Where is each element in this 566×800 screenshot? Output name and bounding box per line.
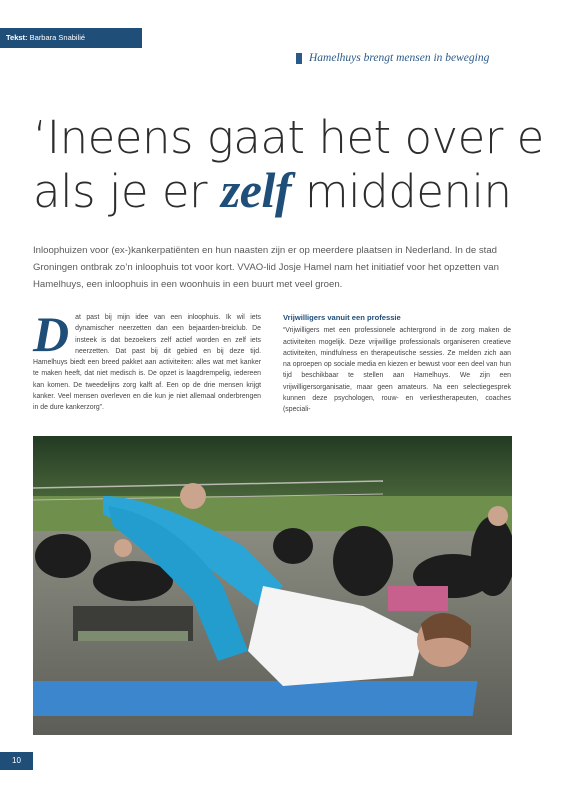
headline-line-2-after: middenin	[291, 165, 512, 218]
author-bar	[0, 28, 142, 48]
headline	[33, 112, 566, 218]
lead-paragraph: Inloophuizen voor (ex-)kankerpatiënten en hun naasten zijn er op meerdere plaatsen in Nederland. In de stad Groningen ontbrak zo’n inloophuis tot voor kort. VVAO-lid Josje Hamel nam het initiatief voor het opzetten van Hamelhuys, een inloophuis in een woonhuis in een buurt met veel groen.	[33, 245, 499, 290]
headline-line-2	[33, 164, 566, 218]
yoga-photo-illustration	[33, 436, 512, 735]
body-subhead: Vrijwilligers vanuit een professie	[283, 313, 401, 322]
headline-emphasis: zelf	[220, 162, 292, 218]
body-right-text: “Vrijwilligers met een professionele achtergrond in de zorg maken de activiteiten mogelijk. Deze vrijwillige professionals organiseren creatieve activiteiten, mindfulness en therapeutische sessies. Ze melden zich aan na oproepen op sociale media en kiezen er bewust voor een deel van hun tijd beschikbaar te stellen aan Hamelhuys. We zijn een vrijwilligersorganisatie, maar geen amateurs. Na een selectiegesprek kunnen deze psychologen, rouw- en verliestherapeuten, coaches (speciali-	[283, 327, 511, 414]
kicker-square-icon	[296, 53, 302, 64]
section-kicker	[296, 52, 489, 64]
kicker-text: Hamelhuys brengt mensen in beweging	[309, 52, 490, 64]
article-photo	[33, 436, 512, 735]
headline-line-1: ‘Ineens gaat het over e	[33, 112, 544, 164]
body-left-text: at past bij mijn idee van een inloophuis. Ik wil iets dynamischer neerzetten dan een bejaarden-breiclub. De insteek is dat bezoekers zelf actief worden en zelf iets neerzetten. Dat past bij dit gebied en bij deze tijd. Hamelhuys biedt een breed pakket aan activiteiten: alles wat met kanker te maken heeft, dat niet medisch is. De opzet is laagdrempelig, iedereen kan komen. De tweedelijns zorg kalft af. Een op de drie mensen krijgt kanker. Veel mensen overleven en die kun je niet allemaal onderbrengen in de dure kankerzorg”.	[33, 314, 261, 412]
drop-cap: D	[33, 306, 70, 362]
body-column-left	[33, 306, 261, 414]
body-column-right	[283, 312, 511, 416]
page-number: 10	[0, 752, 33, 770]
author-label: Tekst:	[6, 33, 28, 42]
author-name: Barbara Snabilié	[29, 33, 86, 42]
headline-line-2-before: als je er	[33, 165, 221, 218]
